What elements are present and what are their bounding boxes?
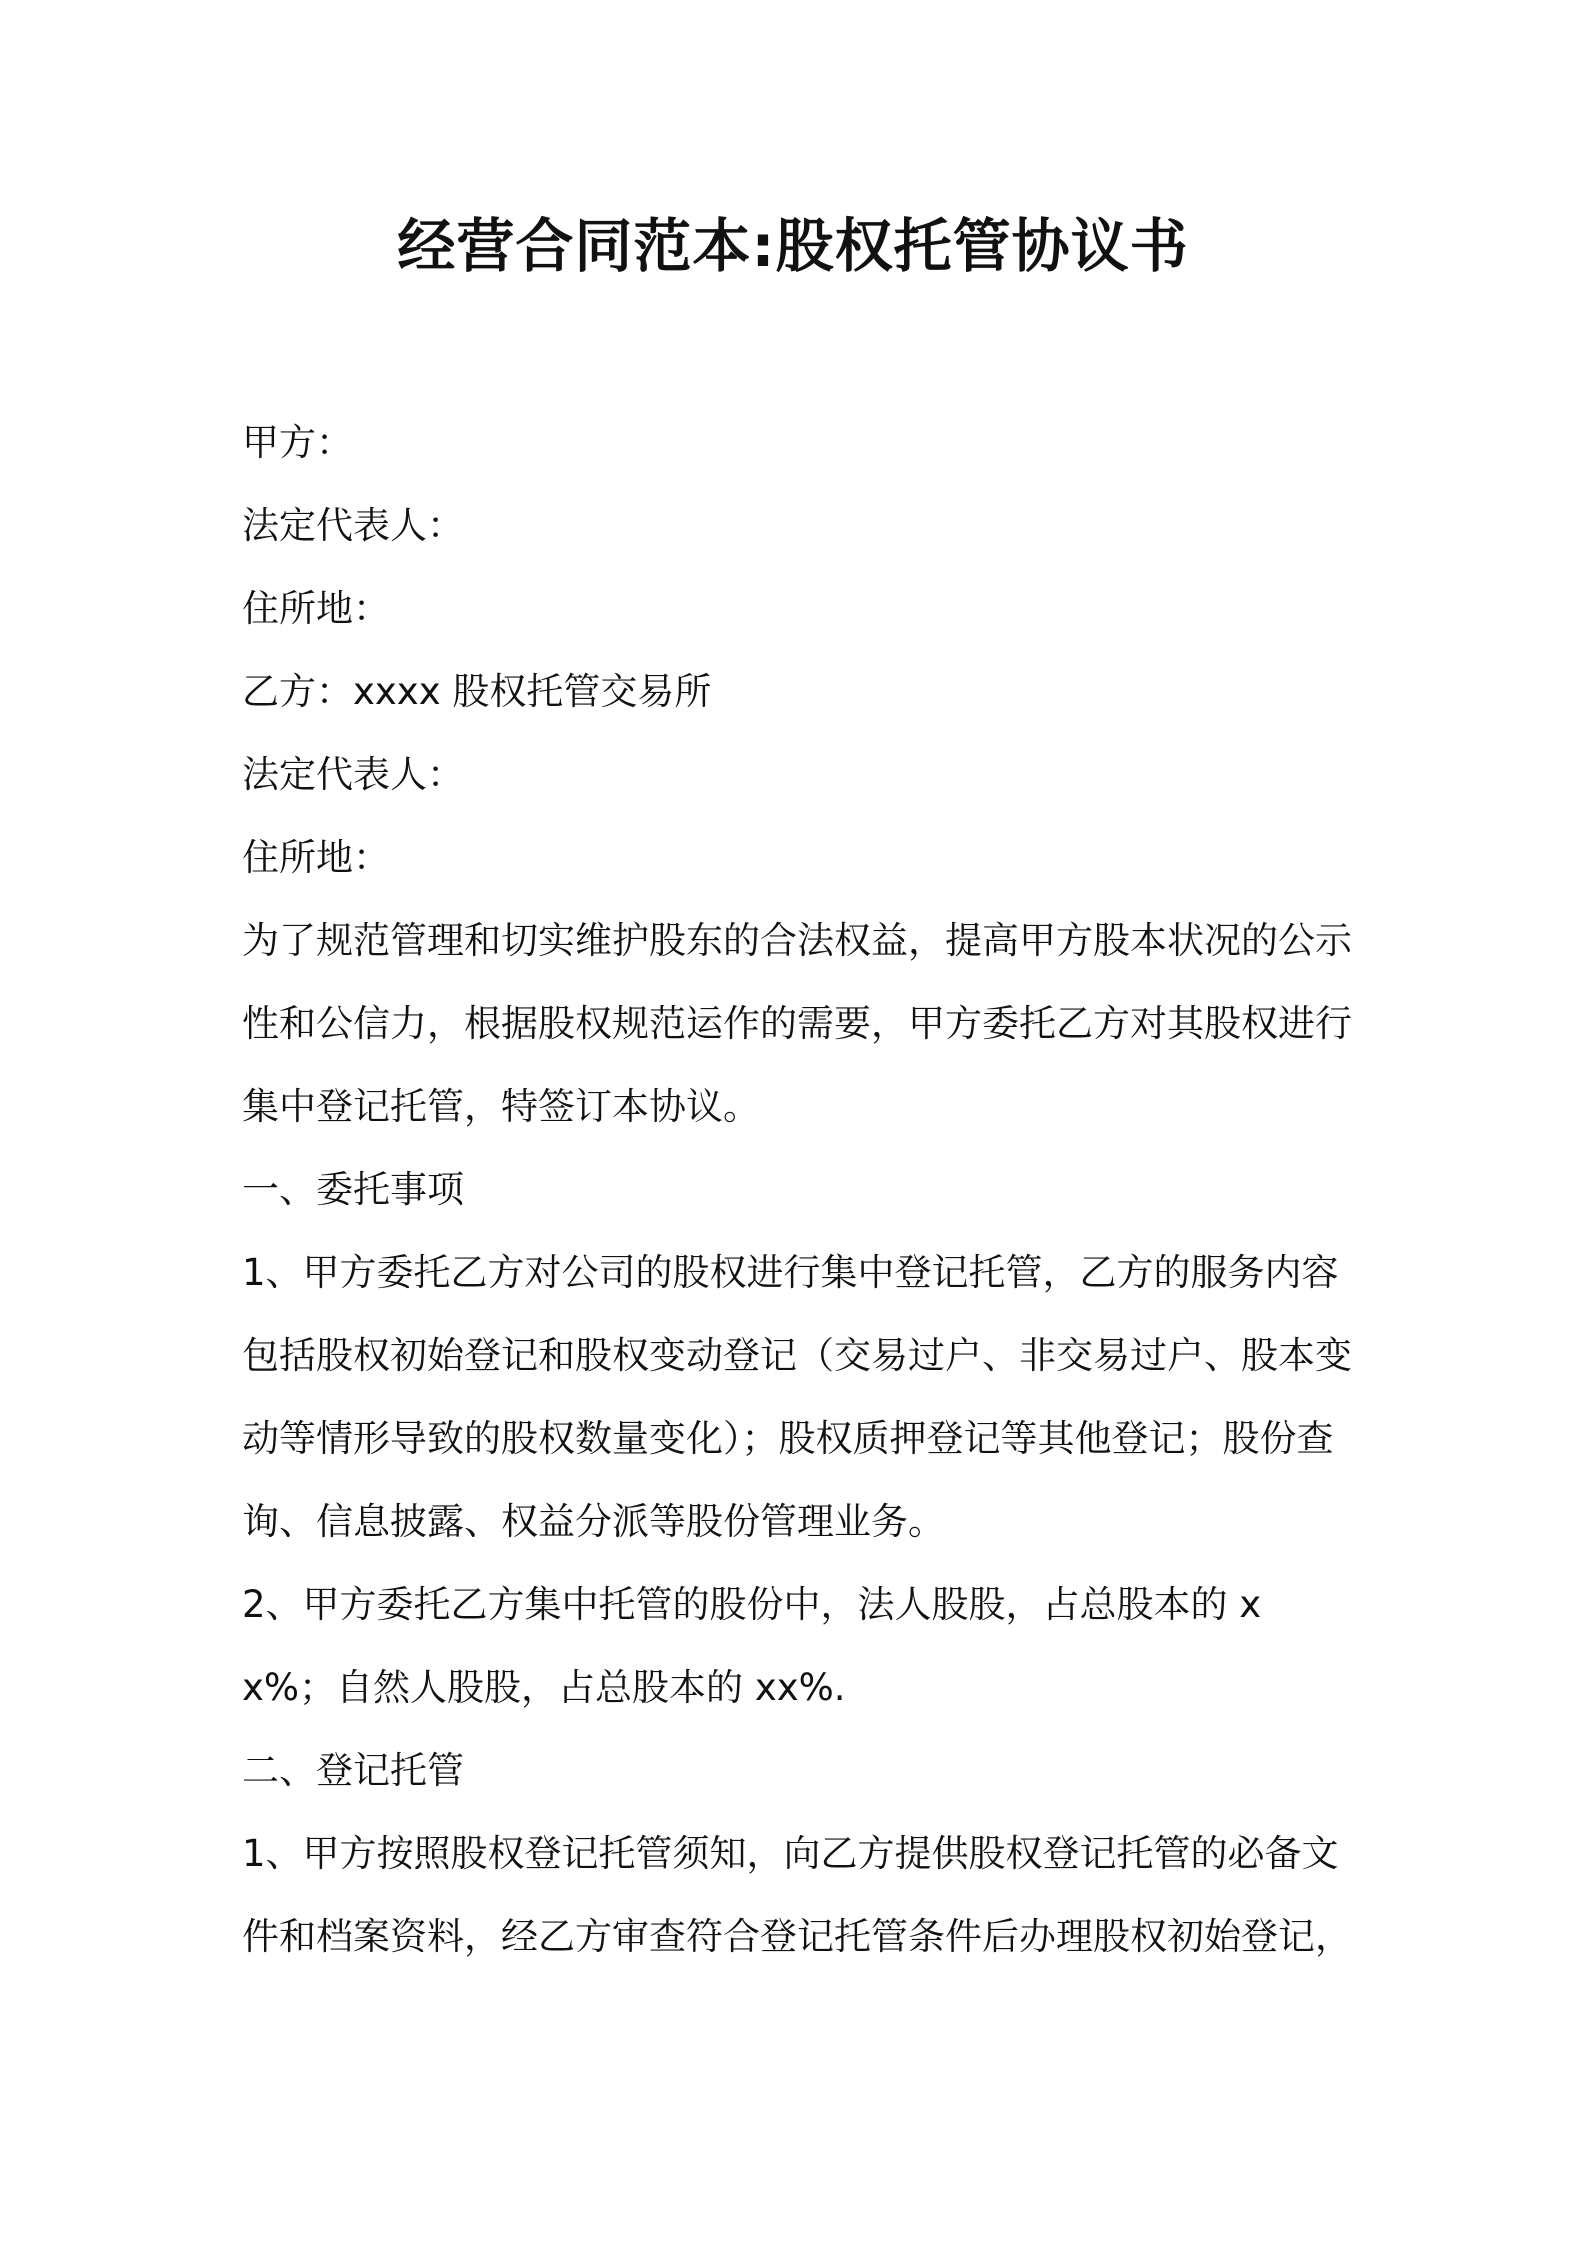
preamble-paragraph: 为了规范管理和切实维护股东的合法权益，提高甲方股本状况的公示性和公信力，根据股权规范运作的需要，甲方委托乙方对其股权进行集中登记托管，特签订本协议。 xyxy=(242,919,1352,1128)
document-body xyxy=(242,401,1352,1978)
party-b-address-field: 住所地： xyxy=(242,836,390,879)
party-b-field: 乙方：xxxx 股权托管交易所 xyxy=(242,670,712,713)
section-2-heading: 二、登记托管 xyxy=(242,1749,464,1792)
section-1-item-2: 2、甲方委托乙方集中托管的股份中，法人股股，占总股本的 xx%；自然人股股，占总股本的 xx%. xyxy=(242,1583,1262,1709)
party-a-field: 甲方： xyxy=(242,421,353,464)
section-2-item-1: 1、甲方按照股权登记托管须知，向乙方提供股权登记托管的必备文件和档案资料，经乙方审查符合登记托管条件后办理股权初始登记， xyxy=(242,1832,1352,1958)
section-1-item-1: 1、甲方委托乙方对公司的股权进行集中登记托管，乙方的服务内容包括股权初始登记和股权变动登记（交易过户、非交易过户、股本变动等情形导致的股权数量变化）；股权质押登记等其他登记；股份查询、信息披露、权益分派等股份管理业务。 xyxy=(242,1251,1352,1543)
party-a-representative-field: 法定代表人： xyxy=(242,504,464,547)
document-title: 经营合同范本:股权托管协议书 xyxy=(397,212,1189,280)
party-b-representative-field: 法定代表人： xyxy=(242,753,464,796)
section-1-heading: 一、委托事项 xyxy=(242,1168,464,1211)
party-a-address-field: 住所地： xyxy=(242,587,390,630)
